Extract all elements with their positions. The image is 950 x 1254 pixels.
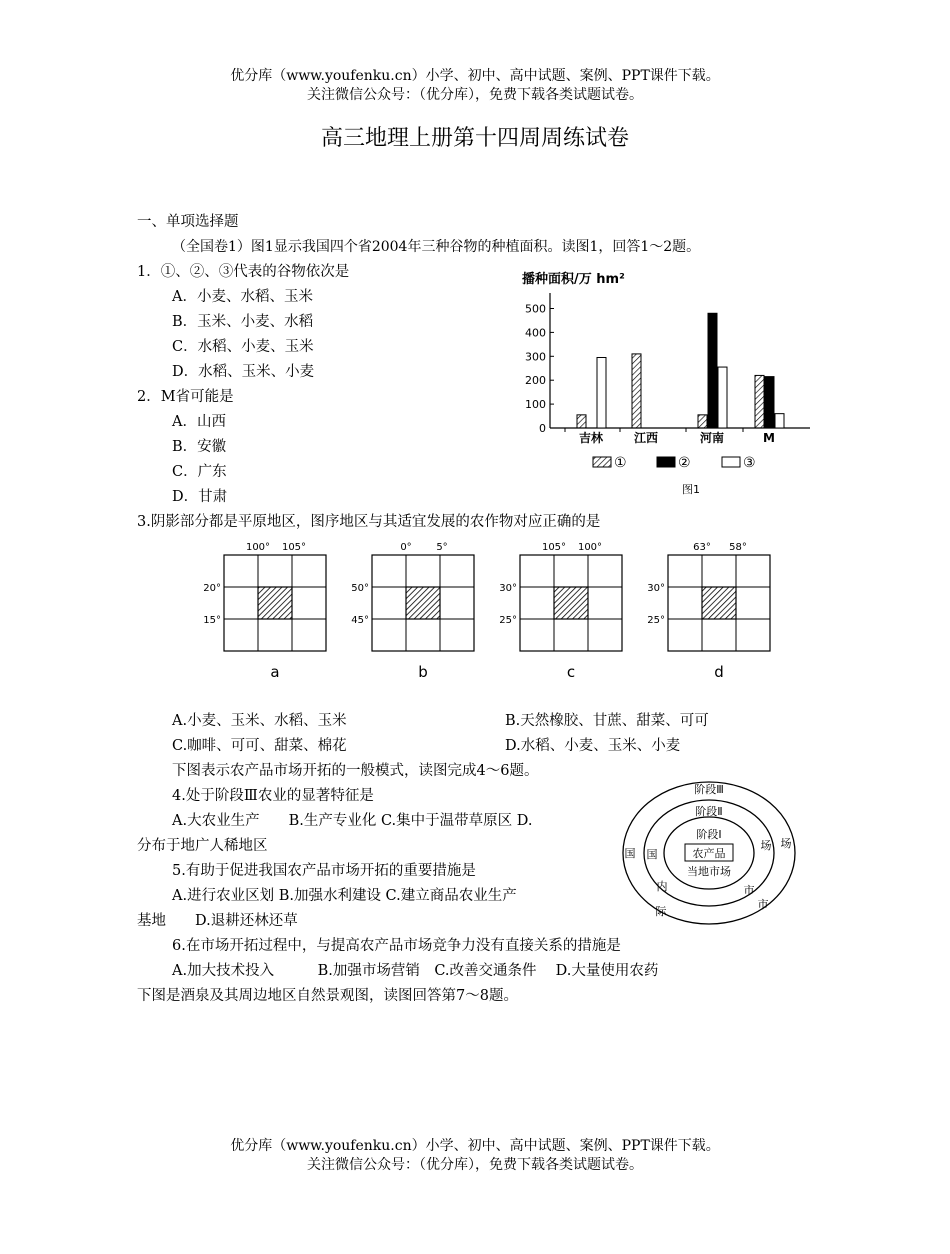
q2-option-b[interactable]: B．安徽	[172, 439, 227, 455]
grid-map-c	[499, 542, 622, 681]
chart-title: 播种面积/万 hm²	[522, 272, 625, 287]
local-market-label: 当地市场	[687, 865, 731, 878]
y-tick-label: 200	[525, 374, 546, 388]
bar-吉林-series-3	[597, 357, 606, 428]
inner-bottom-left-char: 内	[656, 880, 668, 893]
outer-bottom-right-char: 市	[757, 898, 769, 911]
outer-right-char: 场	[780, 837, 792, 850]
q1-stem: 1．①、②、③代表的谷物依次是	[137, 264, 350, 280]
market-intro: 下图表示农产品市场开拓的一般模式，读图完成4～6题。	[172, 763, 539, 779]
lat-label: 50°	[351, 583, 369, 594]
q2-option-c[interactable]: C．广东	[172, 464, 227, 480]
q3-option-a[interactable]: A.小麦、玉米、水稻、玉米	[172, 713, 347, 729]
category-label: 江西	[633, 431, 659, 445]
section-heading: 一、单项选择题	[137, 214, 239, 230]
y-tick-label: 300	[525, 350, 546, 364]
stage2-label: 阶段Ⅱ	[695, 805, 723, 818]
footer-line-2: 关注微信公众号：（优分库），免费下载各类试题试卷。	[307, 1157, 643, 1173]
bar-河南-series-2	[708, 313, 717, 428]
q78-intro: 下图是酒泉及其周边地区自然景观图，读图回答第7～8题。	[137, 988, 518, 1004]
grid-map-a	[203, 542, 326, 681]
q2-stem: 2．M省可能是	[137, 389, 234, 405]
y-tick-label: 400	[525, 326, 546, 340]
y-tick-label: 100	[525, 398, 546, 412]
center-label: 农产品	[692, 847, 726, 860]
legend-swatch-1	[593, 457, 611, 467]
q3-option-b[interactable]: B.天然橡胶、甘蔗、甜菜、可可	[505, 713, 709, 729]
bar-河南-series-1	[698, 415, 707, 428]
q3-stem: 3.阴影部分都是平原地区，图序地区与其适宜发展的农作物对应正确的是	[137, 514, 601, 530]
header-line-1: 优分库（www.youfenku.cn）小学、初中、高中试题、案例、PPT课件下载。	[230, 68, 720, 84]
map-label-d: d	[714, 663, 724, 681]
grid-map-d	[647, 542, 770, 681]
q6-options[interactable]: A.加大技术投入 B.加强市场营销 C.改善交通条件 D.大量使用农药	[172, 963, 659, 979]
lon-label: 5°	[436, 542, 448, 553]
market-diagram	[614, 778, 804, 928]
category-label: 吉林	[578, 431, 604, 445]
lon-label: 0°	[400, 542, 412, 553]
lat-label: 15°	[203, 615, 221, 626]
lat-label: 30°	[499, 583, 517, 594]
q5-stem: 5.有助于促进我国农产品市场开拓的重要措施是	[172, 863, 476, 879]
lat-label: 25°	[647, 615, 665, 626]
bar-河南-series-3	[718, 367, 727, 428]
map-label-b: b	[418, 663, 428, 681]
lat-label: 30°	[647, 583, 665, 594]
legend-label-2: ②	[678, 455, 691, 471]
q4-options-cont[interactable]: 分布于地广人稀地区	[137, 838, 268, 854]
bar-M-series-3	[775, 414, 784, 428]
q4-stem: 4.处于阶段Ⅲ农业的显著特征是	[172, 788, 374, 804]
q4-options[interactable]: A.大农业生产 B.生产专业化 C.集中于温带草原区 D.	[172, 813, 533, 829]
category-label: 河南	[699, 431, 725, 445]
lon-label: 100°	[577, 542, 603, 553]
grid-map-b	[351, 542, 474, 681]
page-title: 高三地理上册第十四周周练试卷	[320, 126, 629, 151]
stage3-label: 阶段Ⅲ	[694, 783, 724, 796]
y-tick-label: 0	[539, 422, 546, 435]
legend-swatch-2	[657, 457, 675, 467]
outer-bottom-left-char: 际	[655, 905, 667, 918]
q5-options[interactable]: A.进行农业区划 B.加强水利建设 C.建立商品农业生产	[172, 888, 517, 904]
map-label-a: a	[270, 663, 280, 681]
lat-label: 25°	[499, 615, 517, 626]
q3-grid-maps	[190, 537, 790, 687]
q3-option-c[interactable]: C.咖啡、可可、甜菜、棉花	[172, 738, 347, 754]
figure1-chart	[510, 265, 820, 500]
inner-right-char: 场	[760, 839, 772, 852]
outer-left-char: 国	[624, 847, 636, 860]
lon-label: 63°	[693, 542, 711, 553]
category-label: M	[763, 431, 775, 445]
legend-label-3: ③	[743, 455, 756, 471]
shaded-plain	[406, 587, 440, 619]
q1-option-c[interactable]: C．水稻、小麦、玉米	[172, 339, 314, 355]
q5-options-cont[interactable]: 基地 D.退耕还林还草	[137, 913, 298, 929]
q6-stem: 6.在市场开拓过程中，与提高农产品市场竞争力没有直接关系的措施是	[172, 938, 621, 954]
shaded-plain	[258, 587, 292, 619]
lon-label: 105°	[541, 542, 567, 553]
bar-M-series-1	[755, 375, 764, 428]
header-line-2: 关注微信公众号：（优分库），免费下载各类试题试卷。	[307, 87, 643, 103]
legend-swatch-3	[722, 457, 740, 467]
intro-text: （全国卷1）图1显示我国四个省2004年三种谷物的种植面积。读图1，回答1～2题。	[172, 239, 701, 255]
q1-option-b[interactable]: B．玉米、小麦、水稻	[172, 314, 314, 330]
map-label-c: c	[566, 663, 576, 681]
inner-bottom-right-char: 市	[743, 884, 755, 897]
y-tick-label: 500	[525, 302, 546, 316]
q2-option-a[interactable]: A．山西	[172, 414, 226, 430]
q1-option-a[interactable]: A．小麦、水稻、玉米	[172, 289, 313, 305]
q1-option-d[interactable]: D．水稻、玉米、小麦	[172, 364, 315, 380]
lon-label: 105°	[281, 542, 307, 553]
q3-option-d[interactable]: D.水稻、小麦、玉米、小麦	[505, 738, 681, 754]
chart-caption: 图1	[682, 483, 700, 496]
q2-option-d[interactable]: D．甘肃	[172, 489, 228, 505]
footer-line-1: 优分库（www.youfenku.cn）小学、初中、高中试题、案例、PPT课件下载。	[230, 1138, 720, 1154]
shaded-plain	[554, 587, 588, 619]
lon-label: 100°	[245, 542, 271, 553]
bar-江西-series-1	[632, 354, 641, 428]
lat-label: 20°	[203, 583, 221, 594]
lat-label: 45°	[351, 615, 369, 626]
stage1-label: 阶段Ⅰ	[696, 828, 722, 841]
bar-吉林-series-1	[577, 415, 586, 428]
lon-label: 58°	[729, 542, 747, 553]
bar-M-series-2	[765, 377, 774, 428]
legend-label-1: ①	[614, 455, 627, 471]
shaded-plain	[702, 587, 736, 619]
inner-left-char: 国	[646, 848, 658, 861]
